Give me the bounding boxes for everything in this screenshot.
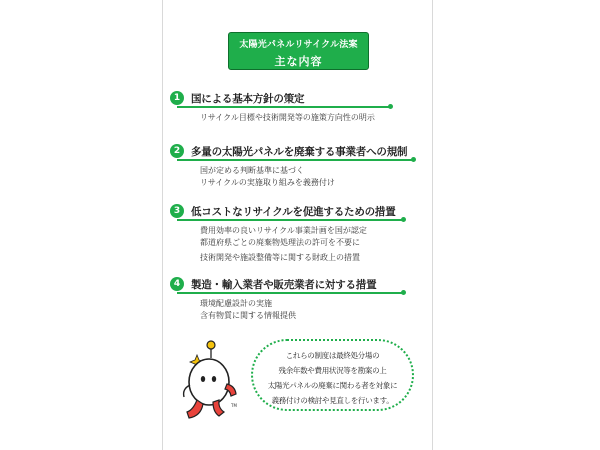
section-2-underline-dot xyxy=(411,157,416,162)
section-3-number-badge: 3 xyxy=(170,204,184,218)
section-1-header xyxy=(170,90,420,108)
section-2 xyxy=(170,143,420,188)
section-2-underline xyxy=(177,159,413,161)
section-3-item: 技術開発や施設整備等に関する財政上の措置 xyxy=(200,253,360,262)
section-2-title: 多量の太陽光パネルを廃棄する事業者への規制 xyxy=(191,146,408,158)
section-3-underline-dot xyxy=(401,217,406,222)
section-1-title: 国による基本方針の策定 xyxy=(191,93,305,105)
section-4-underline xyxy=(177,292,403,294)
section-2-items xyxy=(200,165,420,188)
section-3-title: 低コストなリサイクルを促進するための措置 xyxy=(191,206,396,218)
section-3-item: 費用効率の良いリサイクル事業計画を国が認定 xyxy=(200,226,367,235)
note-line: 義務付けの検討や見直しを行います。 xyxy=(271,396,394,405)
section-4-underline-dot xyxy=(401,290,406,295)
section-4-item: 含有物質に関する情報提供 xyxy=(200,310,296,320)
section-2-number-badge: 2 xyxy=(170,144,184,158)
section-1-items xyxy=(200,112,420,124)
section-3-item: 都道府県ごとの廃棄物処理法の許可を不要に xyxy=(200,237,360,247)
title-banner xyxy=(228,32,369,70)
section-3-items xyxy=(200,225,420,264)
section-2-item: リサイクルの実施取り組みを義務付け xyxy=(200,177,335,187)
section-2-item: 国が定める判断基準に基づく xyxy=(200,166,304,175)
solar-panel-mascot-icon xyxy=(173,338,243,423)
section-4-number-badge: 4 xyxy=(170,277,184,291)
section-4-item: 環境配慮設計の実施 xyxy=(200,299,272,308)
section-4-header xyxy=(170,276,420,294)
section-4-title: 製造・輸入業者や販売業者に対する措置 xyxy=(191,279,377,291)
note-line: 太陽光パネルの廃棄に関わる者を対象に xyxy=(267,381,398,390)
section-4-items xyxy=(200,298,420,321)
summary-note-bubble xyxy=(251,339,414,411)
document-page xyxy=(162,0,433,450)
section-3-underline xyxy=(177,219,403,221)
section-3 xyxy=(170,203,420,264)
title-line-2: 主な内容 xyxy=(274,55,323,68)
section-1-underline-dot xyxy=(388,104,393,109)
section-1-item: リサイクル目標や技術開発等の施策方向性の明示 xyxy=(200,113,375,122)
section-3-header xyxy=(170,203,420,221)
note-line: これらの制度は最終処分場の xyxy=(285,351,380,360)
section-2-header xyxy=(170,143,420,161)
trademark-mark: TM xyxy=(231,403,237,408)
title-line-1: 太陽光パネルリサイクル法案 xyxy=(239,40,358,50)
note-line: 残余年数や費用状況等を勘案の上 xyxy=(278,366,387,375)
section-1-number-badge: 1 xyxy=(170,91,184,105)
section-1-underline xyxy=(177,106,390,108)
section-4 xyxy=(170,276,420,321)
section-1 xyxy=(170,90,420,124)
